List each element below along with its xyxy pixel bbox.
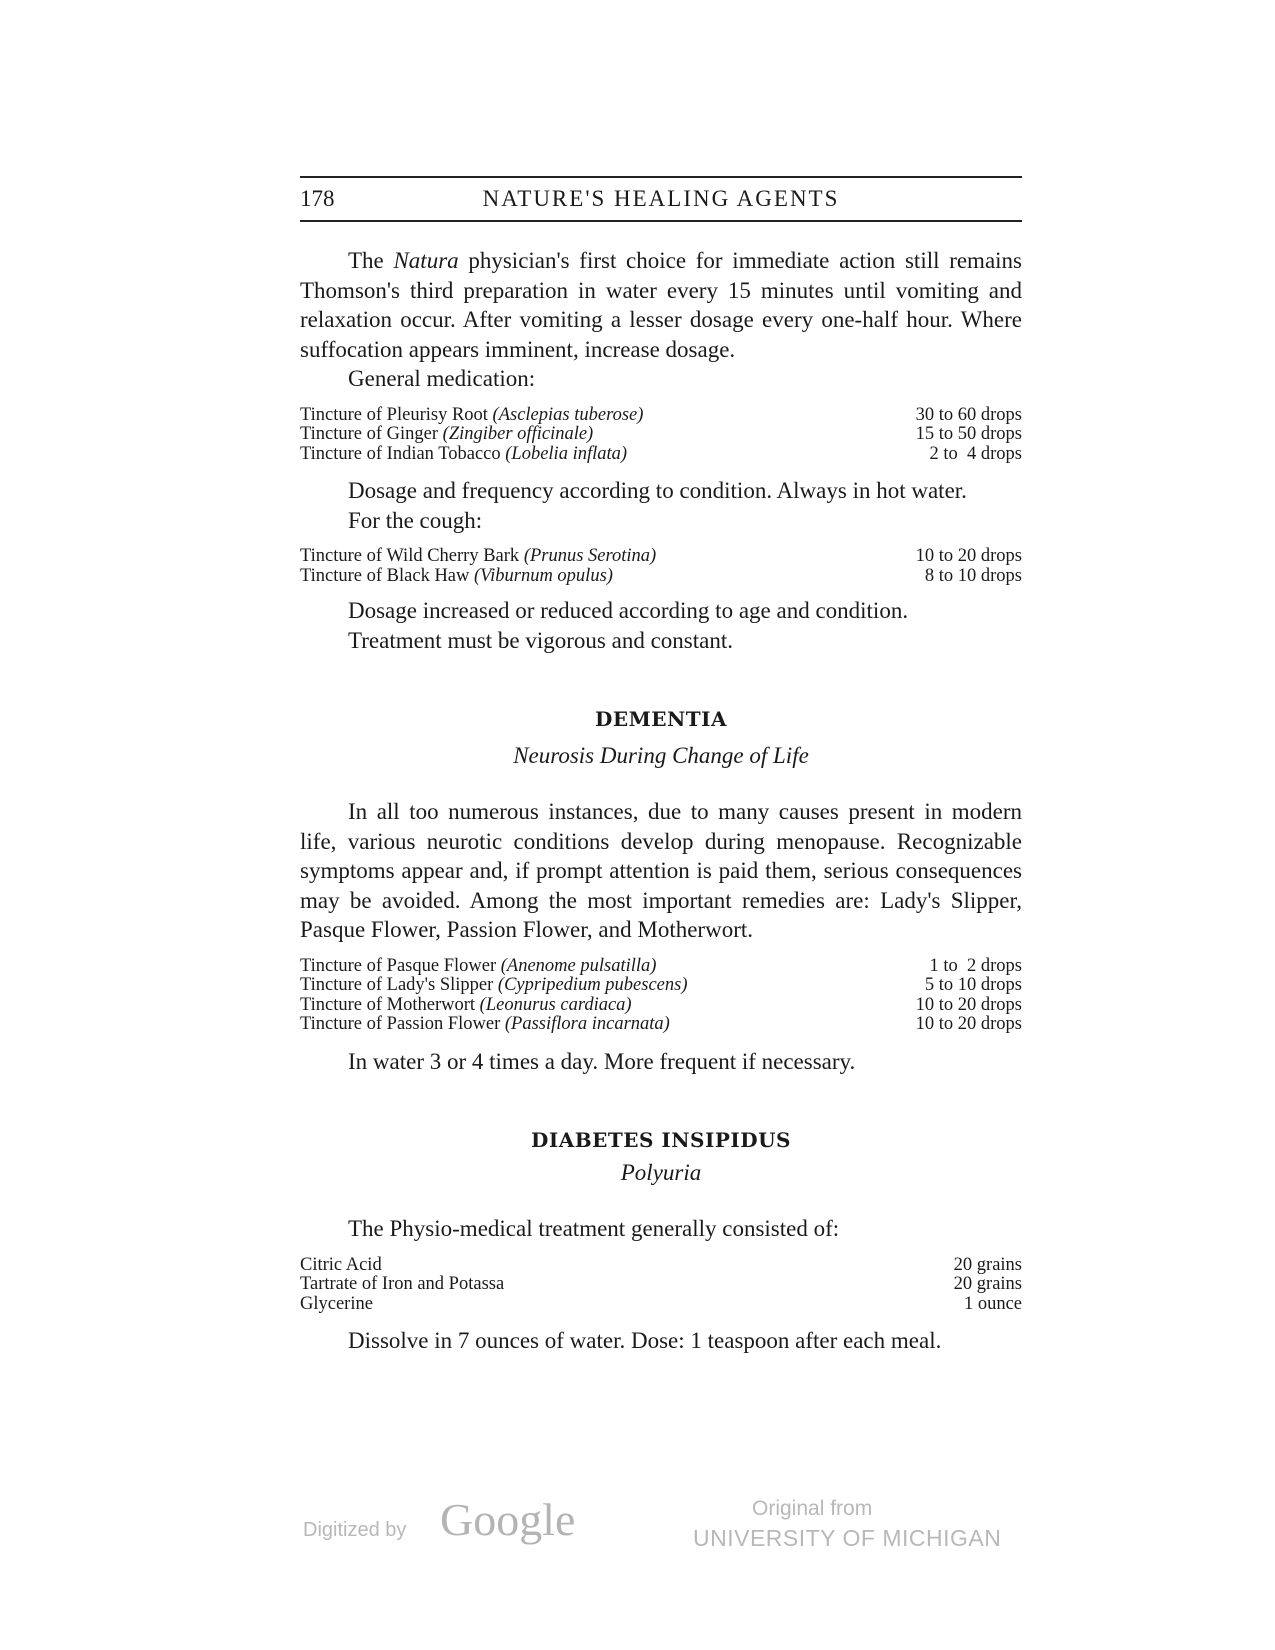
general-medication-label: General medication:	[348, 366, 536, 391]
intro-paragraph: The Natura physician's first choice for immediate action still remains Thomson's third preparation in water every 15 minutes until vomiting and relaxation occur. After vomiting a lesser dosage every one-half hour. Where suffocation appears imminent, increase dosage.	[300, 248, 1022, 362]
prescription-dementia	[300, 957, 1022, 1035]
ingredient-name: Tincture of Wild Cherry Bark	[300, 546, 524, 566]
dose: 2 to 4 drops	[929, 443, 1022, 464]
dose: 20 grains	[953, 1254, 1022, 1275]
prescription-diabetes	[300, 1256, 1022, 1315]
diabetes-heading: DIABETES INSIPIDUS	[531, 1128, 791, 1152]
natura-italic: Natura	[393, 248, 459, 273]
cough-label: For the cough:	[348, 507, 483, 533]
dose: 1 to 2 drops	[929, 955, 1022, 976]
ingredient	[300, 996, 632, 1016]
ingredient	[300, 1015, 670, 1035]
diabetes-intro: The Physio-medical treatment generally consisted of:	[348, 1216, 840, 1241]
digitization-footer	[0, 1494, 1275, 1577]
prescription-row	[300, 406, 1022, 426]
dementia-after-note: In water 3 or 4 times a day. More frequent if necessary.	[348, 1048, 856, 1074]
google-logo: Google	[440, 1494, 576, 1545]
dose: 10 to 20 drops	[915, 546, 1022, 566]
page-number: 178	[300, 186, 335, 211]
dose: 5 to 10 drops	[924, 975, 1022, 995]
prescription-row	[300, 1295, 1022, 1315]
ingredient-name: Tartrate of Iron and Potassa	[300, 1274, 505, 1294]
ingredient-name: Tincture of Motherwort	[300, 994, 480, 1015]
diabetes-after-note: Dissolve in 7 ounces of water. Dose: 1 teaspoon after each meal.	[348, 1328, 942, 1353]
page-header	[300, 176, 1022, 222]
dose: 8 to 10 drops	[924, 565, 1022, 586]
university-label: UNIVERSITY OF MICHIGAN	[693, 1525, 1002, 1551]
prescription-row	[300, 445, 1022, 465]
prescription-row	[300, 957, 1022, 977]
ingredient-name: Glycerine	[300, 1293, 373, 1314]
ingredient-name: Tincture of Indian Tobacco	[300, 443, 506, 464]
latin-name: (Zingiber officinale)	[442, 424, 594, 444]
ingredient	[300, 567, 613, 587]
prescription-row	[300, 547, 1022, 567]
dementia-subheading: Neurosis During Change of Life	[513, 743, 809, 768]
ingredient-name: Citric Acid	[300, 1254, 382, 1275]
prescription-row	[300, 1275, 1022, 1295]
prescription-row	[300, 425, 1022, 445]
latin-name: (Leonurus cardiaca)	[479, 994, 632, 1015]
ingredient	[300, 547, 656, 567]
running-title: NATURE'S HEALING AGENTS	[482, 186, 840, 211]
prescription-general	[300, 406, 1022, 465]
latin-name: (Cypripedium pubescens)	[497, 975, 688, 995]
latin-name: (Viburnum opulus)	[474, 565, 613, 586]
latin-name: (Asclepias tuberose)	[492, 404, 644, 425]
ingredient	[300, 1275, 504, 1295]
latin-name: (Prunus Serotina)	[523, 546, 657, 566]
ingredient-name: Tincture of Lady's Slipper	[300, 975, 498, 995]
dementia-heading: DEMENTIA	[594, 707, 727, 731]
prescription-row	[300, 567, 1022, 587]
dosage-adjust-note: Dosage increased or reduced according to age and condition.	[348, 598, 909, 623]
dose: 20 grains	[953, 1274, 1022, 1294]
prescription-row	[300, 996, 1022, 1016]
dose: 10 to 20 drops	[915, 994, 1022, 1015]
prescription-row	[300, 976, 1022, 996]
dose: 15 to 50 drops	[915, 424, 1022, 444]
ingredient-name: Tincture of Ginger	[300, 424, 443, 444]
prescription-cough	[300, 547, 1022, 586]
ingredient	[300, 425, 593, 445]
ingredient	[300, 957, 656, 977]
ingredient-name: Tincture of Passion Flower	[300, 1014, 505, 1034]
latin-name: (Passiflora incarnata)	[504, 1014, 670, 1034]
digitized-by-label: Digitized by	[303, 1519, 407, 1541]
dose: 10 to 20 drops	[915, 1014, 1022, 1034]
ingredient	[300, 1295, 373, 1315]
prescription-row	[300, 1015, 1022, 1035]
book-page	[300, 176, 1022, 1356]
ingredient	[300, 1256, 382, 1276]
ingredient-name: Tincture of Pleurisy Root	[300, 404, 493, 425]
ingredient	[300, 976, 688, 996]
treatment-note: Treatment must be vigorous and constant.	[348, 627, 733, 653]
ingredient	[300, 445, 627, 465]
diabetes-subheading: Polyuria	[620, 1160, 702, 1185]
latin-name: (Lobelia inflata)	[505, 443, 628, 464]
dose: 30 to 60 drops	[915, 404, 1022, 425]
dose: 1 ounce	[963, 1293, 1022, 1314]
ingredient-name: Tincture of Black Haw	[300, 565, 475, 586]
ingredient	[300, 406, 643, 426]
latin-name: (Anenome pulsatilla)	[500, 955, 657, 976]
dosage-note: Dosage and frequency according to condition. Always in hot water.	[348, 478, 967, 503]
original-from-label: Original from	[752, 1497, 873, 1520]
prescription-row	[300, 1256, 1022, 1276]
ingredient-name: Tincture of Pasque Flower	[300, 955, 501, 976]
dementia-body: In all too numerous instances, due to many causes present in modern life, various neurotic conditions develop during menopause. Recognizable symptoms appear and, if prompt attention is paid them, serious consequences may be avoided. Among the most important remedies are: Lady's Slipper, Pasque Flower, Passion Flower, and Motherwort.	[300, 799, 1022, 942]
